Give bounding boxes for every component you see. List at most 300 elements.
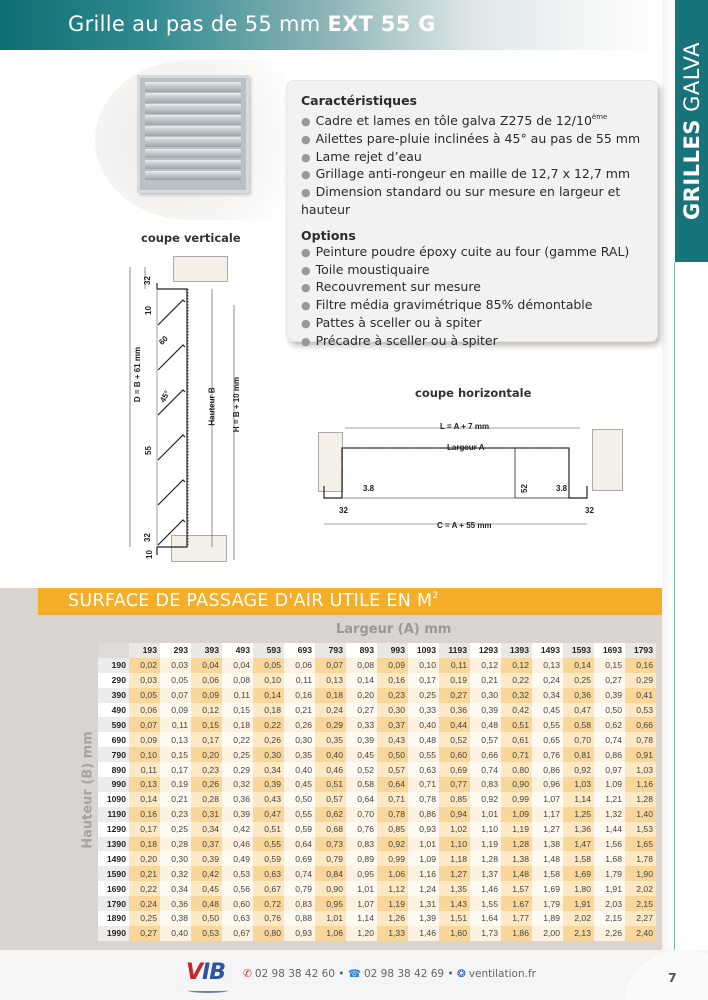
table-cell: 0,60 [222, 896, 253, 911]
table-cell: 1,25 [563, 807, 594, 822]
table-cell: 0,76 [253, 911, 284, 926]
table-cell: 0,40 [408, 717, 439, 732]
table-cell: 1,89 [532, 911, 563, 926]
list-item [301, 333, 658, 351]
table-cell: 0,13 [129, 777, 160, 792]
table-cell: 0,76 [346, 822, 377, 837]
category-tab [675, 0, 708, 262]
table-cell: 0,69 [439, 762, 470, 777]
table-cell: 0,02 [129, 658, 160, 673]
table-cell: 0,26 [284, 717, 315, 732]
website-link[interactable]: ventilation.fr [468, 968, 536, 980]
table-cell: 0,27 [129, 926, 160, 941]
table-cell: 0,51 [253, 822, 284, 837]
table-cell: 2,00 [532, 926, 563, 941]
column-header: 593 [253, 643, 284, 658]
item-text: Précadre à sceller ou à spiter [315, 332, 498, 348]
phone-number[interactable]: 02 98 38 42 60 [254, 968, 335, 980]
table-cell: 0,25 [160, 822, 191, 837]
dim-32-left: 32 [339, 506, 348, 515]
table-cell: 0,48 [408, 732, 439, 747]
column-header: 193 [129, 643, 160, 658]
side-divider [674, 262, 675, 962]
row-header: 190 [98, 658, 129, 673]
table-cell: 1,47 [563, 837, 594, 852]
table-cell: 0,78 [625, 732, 656, 747]
vertical-section-title: coupe verticale [141, 231, 241, 245]
dim-h: H = B + 10 mm [232, 376, 242, 433]
table-cell: 1,27 [439, 866, 470, 881]
table-cell: 0,43 [253, 792, 284, 807]
table-cell: 0,39 [191, 851, 222, 866]
table-cell: 0,45 [191, 881, 222, 896]
table-cell: 0,86 [532, 762, 563, 777]
table-cell: 0,30 [253, 747, 284, 762]
row-header: 1990 [98, 926, 129, 941]
table-cell: 0,13 [160, 732, 191, 747]
table-cell: 2,27 [625, 911, 656, 926]
table-row [98, 926, 656, 941]
table-cell: 0,18 [253, 703, 284, 718]
x-axis-label: Largeur (A) mm [336, 622, 452, 637]
table-cell: 1,38 [501, 851, 532, 866]
table-cell: 1,91 [594, 881, 625, 896]
table-cell: 1,36 [563, 822, 594, 837]
table-cell: 0,59 [253, 851, 284, 866]
column-header: 1093 [408, 643, 439, 658]
table-cell: 0,25 [563, 673, 594, 688]
table-cell: 0,25 [222, 747, 253, 762]
table-row [98, 747, 656, 762]
column-header: 1293 [470, 643, 501, 658]
table-cell: 0,88 [284, 911, 315, 926]
bullet-icon: ● [301, 281, 311, 295]
table-cell: 1,69 [532, 881, 563, 896]
table-cell: 1,58 [532, 866, 563, 881]
table-row [98, 911, 656, 926]
category-bold: GRILLES [679, 119, 704, 221]
table-cell: 0,26 [253, 732, 284, 747]
table-cell: 0,41 [625, 688, 656, 703]
table-cell: 1,48 [532, 851, 563, 866]
table-cell: 0,80 [501, 762, 532, 777]
table-cell: 0,16 [625, 658, 656, 673]
table-cell: 0,50 [594, 703, 625, 718]
table-cell: 1,19 [501, 822, 532, 837]
table-cell: 1,09 [501, 807, 532, 822]
table-cell: 0,66 [625, 717, 656, 732]
table-cell: 0,06 [129, 703, 160, 718]
table-cell: 0,33 [408, 703, 439, 718]
row-header: 1890 [98, 911, 129, 926]
table-cell: 0,68 [315, 822, 346, 837]
table-cell: 0,45 [284, 777, 315, 792]
table-cell: 0,18 [129, 837, 160, 852]
table-cell: 0,62 [315, 807, 346, 822]
table-cell: 1,39 [408, 911, 439, 926]
table-cell: 0,21 [470, 673, 501, 688]
table-cell: 0,48 [470, 717, 501, 732]
table-cell: 0,16 [129, 807, 160, 822]
table-cell: 0,71 [377, 792, 408, 807]
table-cell: 1,67 [501, 896, 532, 911]
item-text: Peinture poudre époxy cuite au four (gamme RAL) [315, 243, 630, 259]
table-cell: 0,83 [284, 896, 315, 911]
table-row [98, 688, 656, 703]
table-cell: 0,09 [191, 688, 222, 703]
table-cell: 0,26 [191, 777, 222, 792]
list-item [301, 131, 658, 149]
table-cell: 1,55 [470, 896, 501, 911]
column-header: 793 [315, 643, 346, 658]
row-header: 1790 [98, 896, 129, 911]
superscript: ème [591, 113, 608, 121]
table-cell: 0,55 [532, 717, 563, 732]
item-text: Cadre et lames en tôle galva Z275 de 12/10 [315, 113, 592, 128]
table-cell: 0,72 [253, 896, 284, 911]
table-cell: 0,78 [408, 792, 439, 807]
page-number: 7 [668, 970, 677, 985]
table-cell: 1,01 [346, 881, 377, 896]
dim-3-8-right: 3.8 [556, 484, 568, 493]
table-cell: 2,13 [563, 926, 594, 941]
table-cell: 0,40 [284, 762, 315, 777]
table-cell: 0,13 [315, 673, 346, 688]
table-cell: 1,09 [408, 851, 439, 866]
specifications-panel [286, 80, 658, 348]
table-cell: 0,47 [253, 807, 284, 822]
table-cell: 0,19 [160, 777, 191, 792]
table-cell: 0,58 [346, 777, 377, 792]
list-item [301, 244, 658, 262]
dim-32-right: 32 [585, 506, 594, 515]
options-heading: Options [301, 227, 356, 243]
table-cell: 0,53 [191, 926, 222, 941]
table-cell: 1,60 [439, 926, 470, 941]
table-cell: 0,57 [315, 792, 346, 807]
table-cell: 0,16 [284, 688, 315, 703]
row-header: 1290 [98, 822, 129, 837]
table-cell: 0,36 [222, 792, 253, 807]
table-cell: 0,11 [129, 762, 160, 777]
table-cell: 0,64 [346, 792, 377, 807]
table-cell: 0,67 [222, 926, 253, 941]
table-cell: 0,83 [346, 837, 377, 852]
row-header: 1690 [98, 881, 129, 896]
table-cell: 0,04 [222, 658, 253, 673]
dim-angle: 45° [158, 389, 172, 404]
table-cell: 0,29 [222, 762, 253, 777]
table-cell: 1,65 [625, 837, 656, 852]
table-cell: 1,69 [563, 866, 594, 881]
table-cell: 0,89 [346, 851, 377, 866]
table-cell: 0,17 [129, 822, 160, 837]
table-cell: 1,19 [470, 837, 501, 852]
table-cell: 0,05 [160, 673, 191, 688]
table-cell: 1,35 [439, 881, 470, 896]
airflow-table [98, 643, 656, 941]
table-cell: 0,64 [377, 777, 408, 792]
column-header: 1793 [625, 643, 656, 658]
table-cell: 0,20 [346, 688, 377, 703]
dim-d: D = B + 61 mm [133, 346, 143, 403]
section-title [68, 591, 438, 611]
table-cell: 0,25 [129, 911, 160, 926]
table-cell: 1,03 [563, 777, 594, 792]
table-cell: 0,24 [315, 703, 346, 718]
table-row [98, 822, 656, 837]
table-row [98, 673, 656, 688]
column-header: 393 [191, 643, 222, 658]
table-cell: 1,17 [532, 807, 563, 822]
table-cell: 0,99 [377, 851, 408, 866]
table-cell: 0,36 [563, 688, 594, 703]
table-cell: 0,17 [160, 762, 191, 777]
row-header: 390 [98, 688, 129, 703]
bullet-icon: ● [301, 299, 311, 313]
table-cell: 1,56 [594, 837, 625, 852]
table-cell: 0,74 [594, 732, 625, 747]
table-cell: 0,09 [377, 658, 408, 673]
table-row [98, 717, 656, 732]
table-cell: 0,23 [160, 807, 191, 822]
table-cell: 0,42 [191, 866, 222, 881]
page-edge-shade [662, 0, 674, 1000]
table-header-row [98, 643, 656, 658]
table-row [98, 732, 656, 747]
column-header: 493 [222, 643, 253, 658]
item-text: Recouvrement sur mesure [315, 279, 481, 295]
table-cell: 1,28 [470, 851, 501, 866]
table-cell: 0,71 [408, 777, 439, 792]
table-cell: 0,46 [222, 837, 253, 852]
bullet-icon: ● [301, 186, 311, 200]
row-header: 1590 [98, 866, 129, 881]
table-cell: 0,17 [191, 732, 222, 747]
table-cell: 0,50 [284, 792, 315, 807]
table-cell: 0,12 [191, 703, 222, 718]
table-cell: 0,59 [284, 822, 315, 837]
table-cell: 0,10 [253, 673, 284, 688]
table-cell: 0,22 [253, 717, 284, 732]
table-cell: 1,07 [346, 896, 377, 911]
row-header: 990 [98, 777, 129, 792]
bullet-icon: ● [301, 263, 311, 277]
table-cell: 0,39 [346, 732, 377, 747]
table-cell: 0,67 [253, 881, 284, 896]
table-cell: 0,50 [377, 747, 408, 762]
table-cell: 0,55 [253, 837, 284, 852]
table-cell: 0,34 [191, 822, 222, 837]
table-cell: 0,27 [594, 673, 625, 688]
table-cell: 0,70 [563, 732, 594, 747]
row-header: 1490 [98, 851, 129, 866]
table-cell: 0,05 [129, 688, 160, 703]
table-cell: 0,92 [470, 792, 501, 807]
table-cell: 0,39 [470, 703, 501, 718]
table-cell: 0,33 [346, 717, 377, 732]
table-cell: 1,10 [439, 837, 470, 852]
list-item [301, 184, 658, 219]
table-cell: 1,02 [439, 822, 470, 837]
table-cell: 0,04 [191, 658, 222, 673]
table-cell: 0,80 [253, 926, 284, 941]
table-cell: 1,58 [563, 851, 594, 866]
table-cell: 0,11 [160, 717, 191, 732]
dim-10: 10 [143, 306, 153, 315]
characteristics-list [301, 109, 658, 219]
table-cell: 1,07 [532, 792, 563, 807]
table-cell: 0,42 [501, 703, 532, 718]
table-cell: 1,51 [439, 911, 470, 926]
table-cell: 2,40 [625, 926, 656, 941]
vib-logo [186, 960, 225, 985]
table-cell: 1,79 [594, 866, 625, 881]
vertical-section-drawing [100, 255, 270, 575]
table-cell: 0,66 [470, 747, 501, 762]
table-cell: 0,07 [160, 688, 191, 703]
table-cell: 0,35 [284, 747, 315, 762]
table-cell: 0,29 [625, 673, 656, 688]
table-row [98, 792, 656, 807]
table-cell: 0,96 [532, 777, 563, 792]
table-row [98, 807, 656, 822]
table-cell: 0,93 [284, 926, 315, 941]
table-cell: 1,18 [439, 851, 470, 866]
fax-icon: ☎ [347, 968, 361, 980]
list-item [301, 262, 658, 280]
table-cell: 0,85 [439, 792, 470, 807]
table-cell: 0,12 [501, 658, 532, 673]
table-cell: 0,09 [129, 732, 160, 747]
table-cell: 0,08 [346, 658, 377, 673]
table-cell: 1,46 [470, 881, 501, 896]
item-text: Dimension standard ou sur mesure en largeur et hauteur [301, 184, 621, 217]
table-cell: 0,24 [129, 896, 160, 911]
table-cell: 0,13 [532, 658, 563, 673]
table-cell: 1,40 [625, 807, 656, 822]
table-cell: 1,26 [377, 911, 408, 926]
table-cell: 2,03 [594, 896, 625, 911]
category-light: GALVA [679, 41, 704, 120]
table-cell: 0,91 [625, 747, 656, 762]
table-cell: 1,06 [315, 926, 346, 941]
item-text: Toile moustiquaire [315, 261, 430, 277]
table-cell: 0,53 [222, 866, 253, 881]
table-cell: 0,19 [439, 673, 470, 688]
horizontal-section-title: coupe horizontale [415, 386, 532, 400]
table-cell: 0,27 [346, 703, 377, 718]
dim-hauteur: Hauteur B [207, 387, 217, 426]
table-cell: 0,14 [563, 658, 594, 673]
table-cell: 0,97 [594, 762, 625, 777]
table-cell: 0,53 [625, 703, 656, 718]
row-header: 590 [98, 717, 129, 732]
table-cell: 0,03 [160, 658, 191, 673]
table-cell: 0,39 [253, 777, 284, 792]
table-cell: 0,28 [160, 837, 191, 852]
column-header: 893 [346, 643, 377, 658]
table-cell: 0,34 [160, 881, 191, 896]
table-cell: 0,11 [439, 658, 470, 673]
table-cell: 1,19 [377, 896, 408, 911]
table-cell: 0,86 [408, 807, 439, 822]
table-cell: 0,90 [315, 881, 346, 896]
logo-v: V [186, 960, 203, 985]
table-cell: 0,09 [160, 703, 191, 718]
table-cell: 0,25 [408, 688, 439, 703]
table-cell: 0,90 [501, 777, 532, 792]
table-cell: 0,92 [377, 837, 408, 852]
table-cell: 0,81 [563, 747, 594, 762]
table-cell: 1,01 [470, 807, 501, 822]
table-cell: 1,28 [501, 837, 532, 852]
bullet-icon: ● [301, 168, 311, 182]
contact-info [243, 968, 536, 980]
dim-l: L = A + 7 mm [440, 422, 490, 431]
table-cell: 1,16 [408, 866, 439, 881]
separator: • [334, 968, 348, 980]
section-title-sup: 2 [432, 591, 439, 601]
title-model: EXT 55 G [327, 12, 436, 36]
table-cell: 0,22 [501, 673, 532, 688]
table-cell: 1,01 [408, 837, 439, 852]
table-cell: 0,38 [160, 911, 191, 926]
table-cell: 0,21 [129, 866, 160, 881]
table-cell: 1,91 [563, 896, 594, 911]
table-cell: 0,56 [222, 881, 253, 896]
table-cell: 0,16 [377, 673, 408, 688]
page-title [68, 12, 436, 36]
table-cell: 0,70 [346, 807, 377, 822]
table-cell: 0,58 [563, 717, 594, 732]
table-cell: 1,37 [470, 866, 501, 881]
list-item [301, 166, 658, 184]
table-cell: 0,15 [222, 703, 253, 718]
list-item [301, 279, 658, 297]
table-cell: 0,22 [129, 881, 160, 896]
table-cell: 0,52 [346, 762, 377, 777]
column-header: 1693 [594, 643, 625, 658]
table-cell: 0,74 [470, 762, 501, 777]
table-cell: 0,21 [284, 703, 315, 718]
table-cell: 1,79 [532, 896, 563, 911]
table-row [98, 762, 656, 777]
table-cell: 0,08 [222, 673, 253, 688]
table-cell: 0,12 [470, 658, 501, 673]
characteristics-heading: Caractéristiques [301, 93, 417, 108]
dim-3-8-left: 3.8 [363, 484, 375, 493]
table-cell: 0,07 [129, 717, 160, 732]
table-cell: 1,53 [625, 822, 656, 837]
table-cell: 1,14 [563, 792, 594, 807]
table-cell: 0,36 [439, 703, 470, 718]
y-axis-label: Hauteur (B) mm [80, 731, 96, 849]
logo-swoosh [188, 988, 228, 993]
table-corner [98, 643, 129, 658]
table-cell: 1,78 [625, 851, 656, 866]
table-cell: 1,86 [501, 926, 532, 941]
row-header: 1190 [98, 807, 129, 822]
table-cell: 0,51 [315, 777, 346, 792]
table-cell: 0,46 [315, 762, 346, 777]
table-row [98, 866, 656, 881]
logo-ib: IB [202, 960, 225, 985]
table-cell: 0,27 [439, 688, 470, 703]
table-cell: 0,57 [470, 732, 501, 747]
dim-32-bottom: 32 [142, 533, 152, 542]
table-cell: 0,55 [408, 747, 439, 762]
